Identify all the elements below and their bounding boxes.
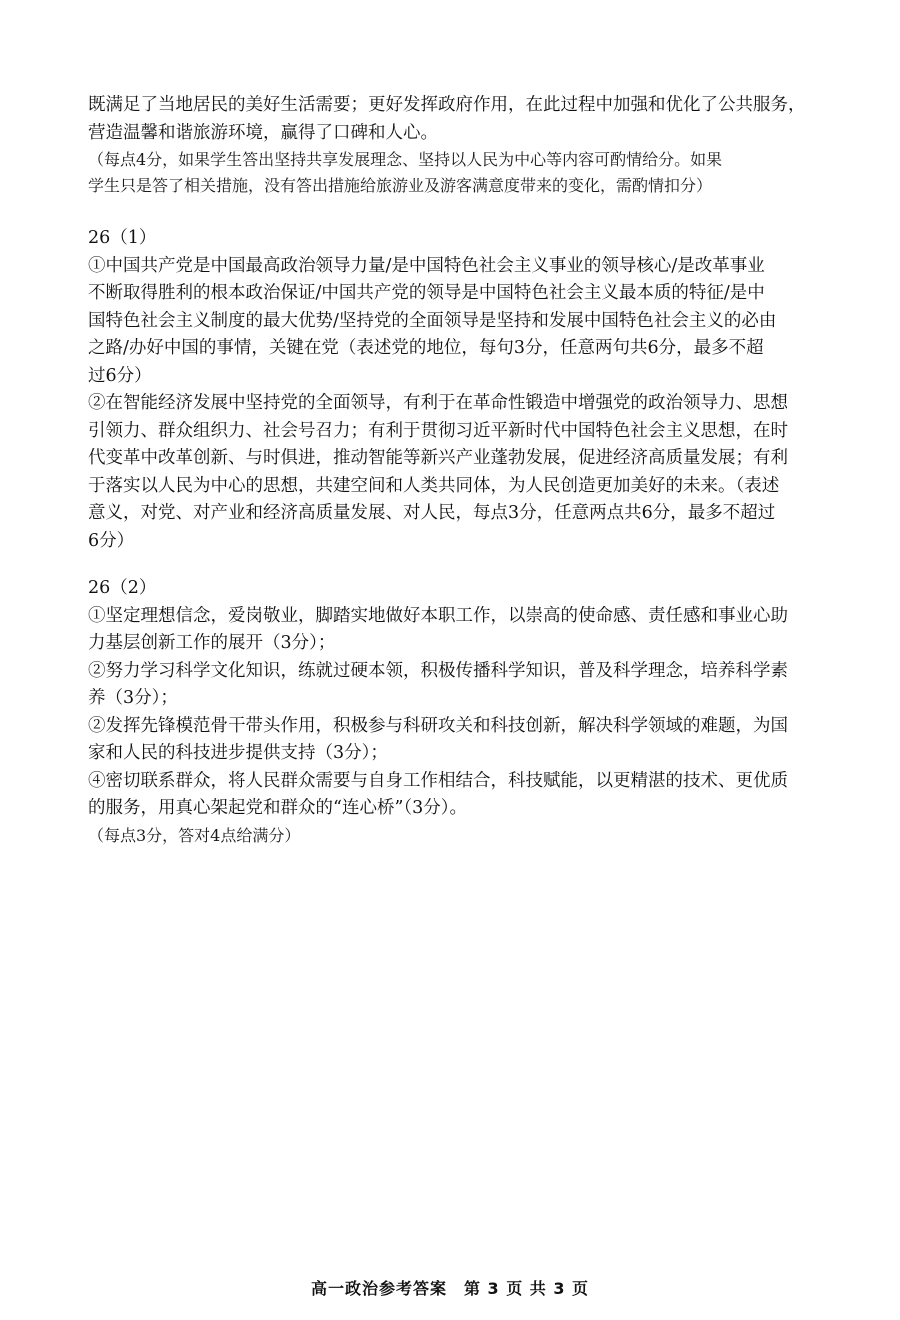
intro-line: 既满足了当地居民的美好生活需要；更好发挥政府作用，在此过程中加强和优化了公共服务， bbox=[88, 95, 806, 115]
answer-line: 过6分） bbox=[88, 365, 152, 386]
scoring-note: （每点3分，答对4点给满分） bbox=[88, 825, 301, 845]
answer-line: 力基层创新工作的展开（3分）； bbox=[88, 633, 336, 653]
answer-line: 之路/办好中国的事情，关键在党（表述党的地位，每句3分，任意两句共6分，最多不超 bbox=[88, 338, 764, 358]
answer-line: 家和人民的科技进步提供支持（3分）； bbox=[88, 743, 388, 763]
answer-line: ①坚定理想信念，爱岗敬业，脚踏实地做好本职工作，以崇高的使命感、责任感和事业心助 bbox=[88, 605, 788, 626]
answer-line: ②发挥先锋模范骨干带头作用，积极参与科研攻关和科技创新，解决科学领域的难题，为国 bbox=[88, 715, 788, 736]
answer-line: 意义，对党、对产业和经济高质量发展、对人民，每点3分，任意两点共6分，最多不超过 bbox=[88, 503, 776, 523]
answer-line: ②努力学习科学文化知识，练就过硬本领，积极传播科学知识，普及科学理念，培养科学素 bbox=[88, 660, 788, 681]
answer-line: 的服务，用真心架起党和群众的“连心桥”（3分）。 bbox=[88, 798, 468, 818]
answer-line: 于落实以人民为中心的思想，共建空间和人类共同体，为人民创造更加美好的未来。（表述 bbox=[88, 475, 780, 496]
scoring-note: （每点4分，如果学生答出坚持共享发展理念、坚持以人民为中心等内容可酌情给分。如果 bbox=[88, 150, 723, 169]
scoring-note: 学生只是答了相关措施，没有答出措施给旅游业及游客满意度带来的变化，需酌情扣分） bbox=[88, 176, 713, 195]
answer-line: 养（3分）； bbox=[88, 688, 178, 708]
answer-line: ①中国共产党是中国最高政治领导力量/是中国特色社会主义事业的领导核心/是改革事业 bbox=[88, 255, 765, 276]
answer-line: 代变革中改革创新、与时俱进，推动智能等新兴产业蓬勃发展，促进经济高质量发展；有利 bbox=[88, 448, 788, 468]
answer-line: 不断取得胜利的根本政治保证/中国共产党的领导是中国特色社会主义最本质的特征/是中 bbox=[88, 283, 765, 303]
intro-line: 营造温馨和谐旅游环境，赢得了口碑和人心。 bbox=[88, 122, 438, 143]
answer-content bbox=[88, 92, 818, 849]
page-footer: 高一政治参考答案 第 3 页 共 3 页 bbox=[310, 1279, 590, 1298]
answer-line: 引领力、群众组织力、社会号召力；有利于贯彻习近平新时代中国特色社会主义思想，在时 bbox=[88, 420, 788, 441]
question-heading: 26（1） bbox=[88, 228, 157, 248]
question-heading: 26（2） bbox=[88, 578, 157, 598]
answer-line: 国特色社会主义制度的最大优势/坚持党的全面领导是坚持和发展中国特色社会主义的必由 bbox=[88, 310, 777, 331]
answer-line: ④密切联系群众，将人民群众需要与自身工作相结合，科技赋能，以更精湛的技术、更优质 bbox=[88, 770, 788, 791]
answer-line: ②在智能经济发展中坚持党的全面领导，有利于在革命性锻造中增强党的政治领导力、思想 bbox=[88, 393, 788, 413]
answer-line: 6分） bbox=[88, 530, 135, 551]
